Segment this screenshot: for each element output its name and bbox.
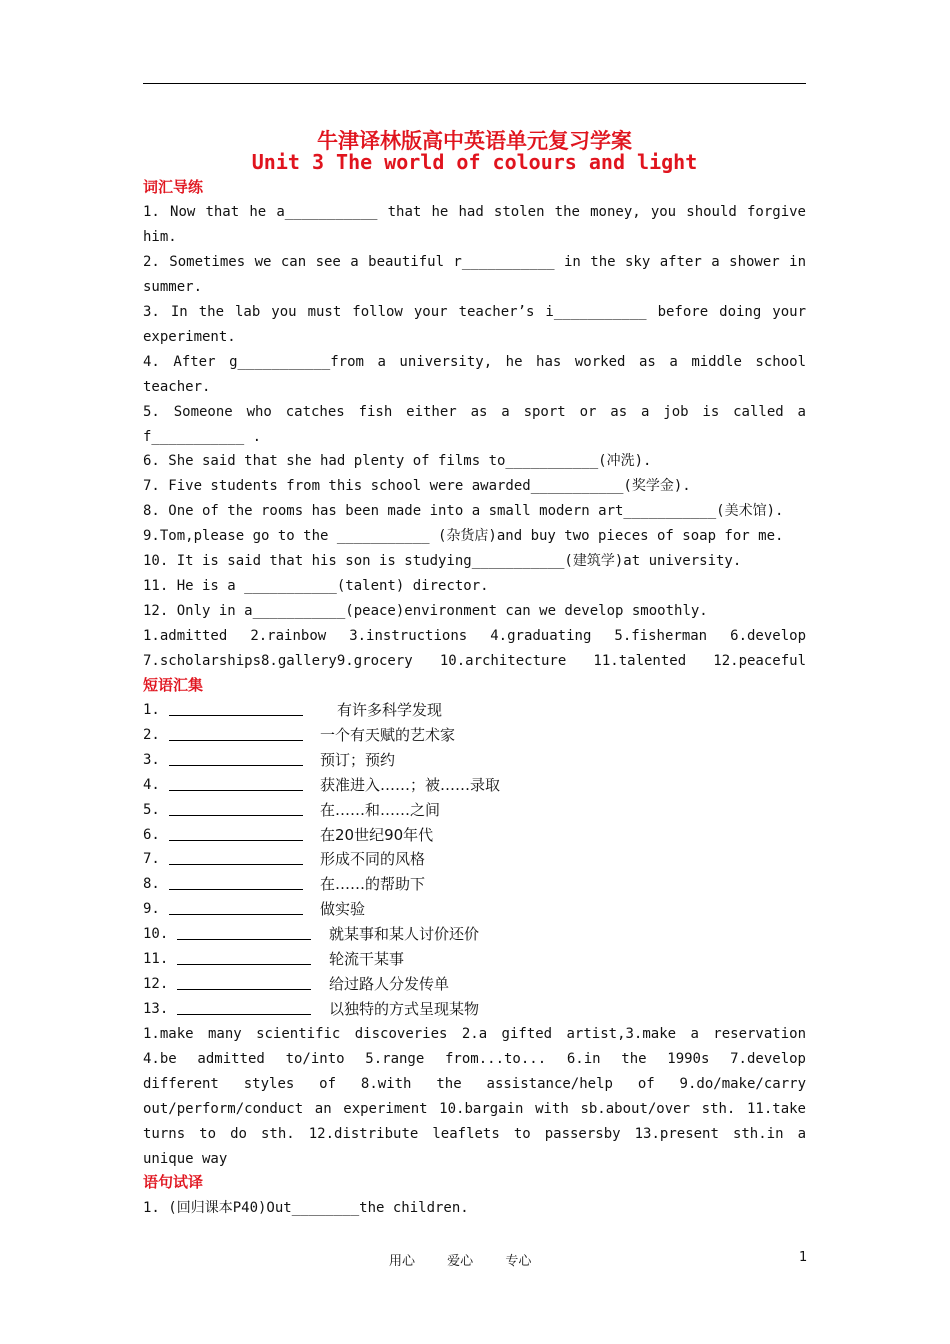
- phrase-answer-line: 1.make many scientific discoveries 2.a gifted artist,3.make a reservation: [143, 1026, 806, 1042]
- doc-title: 牛津译林版高中英语单元复习学案: [317, 129, 632, 153]
- phrase-row: [143, 900, 806, 918]
- phrase-row: [143, 1000, 806, 1018]
- phrase-number: 6.: [143, 826, 160, 843]
- phrase-chinese: 给过路人分发传单: [329, 974, 450, 993]
- vocab-line: 11. He is a ___________(talent) director.: [143, 578, 489, 594]
- answer-blank[interactable]: [169, 914, 303, 915]
- phrase-number: 4.: [143, 776, 160, 793]
- vocab-line: 12. Only in a___________(peace)environment can we develop smoothly.: [143, 603, 708, 619]
- vocab-line: 6. She said that she had plenty of films to___________(冲洗).: [143, 453, 652, 469]
- answer-blank[interactable]: [177, 939, 311, 940]
- answer-blank[interactable]: [169, 790, 303, 791]
- phrase-chinese: 有许多科学发现: [337, 701, 443, 719]
- vocab-line: teacher.: [143, 379, 211, 395]
- vocab-line: 4. After g___________from a university, he has worked as a middle school: [143, 354, 806, 370]
- footer-word: 专心: [505, 1254, 532, 1269]
- phrase-chinese: 在20世纪90年代: [320, 825, 434, 844]
- footer-word: 爱心: [447, 1254, 474, 1269]
- vocab-line: him.: [143, 229, 177, 245]
- phrase-row: [143, 801, 806, 819]
- header-rule: [143, 83, 806, 84]
- vocab-line: f___________ .: [143, 429, 262, 445]
- phrase-answer-line: turns to do sth. 12.distribute leaflets to passersby 13.present sth.in a: [143, 1126, 806, 1142]
- phrase-row: [143, 776, 806, 794]
- phrase-row: [143, 751, 806, 769]
- phrase-number: 2.: [143, 726, 160, 743]
- phrase-row: [143, 726, 806, 744]
- section-heading-sentences: 语句试译: [143, 1173, 204, 1191]
- phrase-number: 12.: [143, 975, 169, 992]
- phrase-chinese: 轮流干某事: [329, 950, 405, 968]
- phrase-chinese: 在……和……之间: [320, 800, 441, 819]
- phrase-number: 13.: [143, 1000, 169, 1017]
- phrase-row: [143, 701, 806, 719]
- answer-blank[interactable]: [169, 815, 303, 816]
- phrase-answer-line: 4.be admitted to/into 5.range from...to... 6.in the 1990s 7.develop: [143, 1051, 806, 1067]
- vocab-answer-line: 7.scholarships8.gallery9.grocery 10.architecture 11.talented 12.peaceful: [143, 653, 806, 669]
- phrase-chinese: 就某事和某人讨价还价: [329, 925, 480, 944]
- phrase-number: 10.: [143, 926, 169, 943]
- vocab-answer-line: 1.admitted 2.rainbow 3.instructions 4.graduating 5.fisherman 6.develop: [143, 628, 806, 644]
- phrase-number: 9.: [143, 901, 160, 918]
- section-heading-vocab: 词汇导练: [143, 178, 204, 196]
- phrase-chinese: 预订；预约: [320, 750, 396, 769]
- section-heading-phrases: 短语汇集: [143, 676, 204, 694]
- vocab-line: 7. Five students from this school were awarded___________(奖学金).: [143, 478, 691, 494]
- phrase-chinese: 在……的帮助下: [320, 875, 426, 894]
- page-number: 1: [799, 1250, 808, 1265]
- phrase-chinese: 做实验: [320, 900, 366, 919]
- phrase-number: 1.: [143, 702, 160, 718]
- vocab-line: 10. It is said that his son is studying___________(建筑学)at university.: [143, 553, 742, 569]
- phrase-chinese: 以独特的方式呈现某物: [329, 999, 480, 1018]
- vocab-line: experiment.: [143, 329, 236, 345]
- phrase-chinese: 获准进入……；被……录取: [320, 775, 501, 794]
- footer-motto: [389, 1250, 559, 1269]
- answer-blank[interactable]: [169, 715, 303, 716]
- answer-blank[interactable]: [169, 889, 303, 890]
- sentence-item: 1. (回归课本P40)Out________the children.: [143, 1200, 469, 1216]
- phrase-number: 3.: [143, 751, 160, 768]
- phrase-row: [143, 925, 806, 943]
- vocab-line: summer.: [143, 279, 203, 295]
- phrase-row: [143, 826, 806, 844]
- answer-blank[interactable]: [169, 740, 303, 741]
- phrase-answer-line: different styles of 8.with the assistance/help of 9.do/make/carry: [143, 1076, 806, 1092]
- phrase-answer-line: out/perform/conduct an experiment 10.bargain with sb.about/over sth. 11.take: [143, 1101, 806, 1117]
- phrase-row: [143, 975, 806, 993]
- answer-blank[interactable]: [177, 964, 311, 965]
- vocab-line: 3. In the lab you must follow your teacher’s i___________ before doing your: [143, 304, 806, 320]
- phrase-row: [143, 850, 806, 868]
- doc-subtitle: Unit 3 The world of colours and light: [251, 150, 698, 174]
- answer-blank[interactable]: [169, 864, 303, 865]
- phrase-number: 11.: [143, 951, 169, 967]
- phrase-number: 8.: [143, 876, 160, 893]
- answer-blank[interactable]: [169, 840, 303, 841]
- answer-blank[interactable]: [177, 989, 311, 990]
- answer-blank[interactable]: [169, 765, 303, 766]
- vocab-line: 8. One of the rooms has been made into a small modern art___________(美术馆).: [143, 503, 784, 519]
- phrase-number: 5.: [143, 801, 160, 818]
- phrase-chinese: 一个有天赋的艺术家: [320, 725, 456, 744]
- vocab-line: 1. Now that he a___________ that he had stolen the money, you should forgive: [143, 204, 806, 220]
- phrase-number: 7.: [143, 851, 160, 868]
- phrase-row: [143, 875, 806, 893]
- footer-word: 用心: [389, 1254, 416, 1269]
- answer-blank[interactable]: [177, 1014, 311, 1015]
- phrase-answer-line: unique way: [143, 1151, 228, 1167]
- phrase-chinese: 形成不同的风格: [320, 850, 426, 869]
- vocab-line: 9.Tom,please go to the ___________ (杂货店)and buy two pieces of soap for me.: [143, 528, 784, 544]
- vocab-line: 2. Sometimes we can see a beautiful r___________ in the sky after a shower in: [143, 254, 806, 270]
- phrase-row: [143, 950, 806, 968]
- vocab-line: 5. Someone who catches fish either as a sport or as a job is called a: [143, 404, 806, 420]
